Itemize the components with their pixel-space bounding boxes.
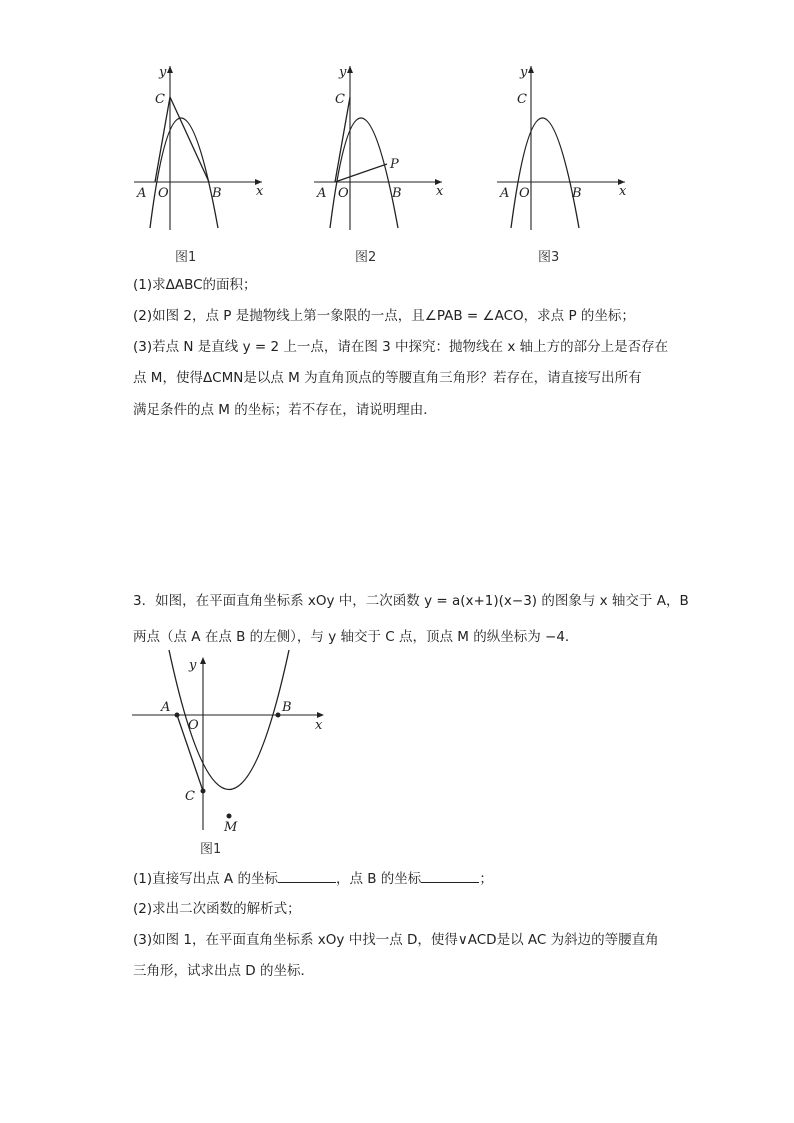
q3-part1-c: ； (479, 871, 493, 887)
label-b: B (392, 186, 402, 201)
figure-2-graph (310, 60, 450, 235)
q2-part2: (2)如图 2，点 P 是抛物线上第一象限的一点，且∠PAB = ∠ACO，求点 P 的坐标； (133, 308, 635, 324)
parabola (330, 118, 398, 228)
label-c: C (185, 789, 195, 804)
q2-part3-line2: 点 M，使得ΔCMN是以点 M 为直角顶点的等腰直角三角形？若存在，请直接写出所有 (133, 370, 642, 386)
figure-2 (310, 60, 450, 239)
label-y: y (159, 65, 167, 80)
figure-3-graph (493, 60, 633, 235)
label-b: B (282, 700, 292, 715)
figure-1-graph (130, 60, 270, 235)
q3-figure (130, 655, 340, 839)
q3-part1-b: ，点 B 的坐标 (335, 871, 422, 887)
q2-part3-line3: 满足条件的点 M 的坐标；若不存在，请说明理由． (133, 402, 437, 418)
q3-part1-a: (1)直接写出点 A 的坐标 (133, 871, 278, 887)
label-o: O (338, 186, 349, 201)
figure-2-caption: 图2 (355, 250, 377, 265)
q2-part1: (1)求ΔABC的面积； (133, 277, 257, 293)
segment-ap (335, 164, 387, 182)
label-a: A (317, 186, 327, 201)
label-c: C (517, 92, 527, 107)
q2-part3-line1: (3)若点 N 是直线 y = 2 上一点，请在图 3 中探究：抛物线在 x 轴上方的部分上是否存在 (133, 339, 669, 355)
label-x: x (256, 184, 264, 199)
label-b: B (572, 186, 582, 201)
parabola (169, 650, 289, 790)
label-o: O (158, 186, 169, 201)
figure-3 (493, 60, 633, 239)
point-a (175, 713, 180, 718)
label-x: x (436, 184, 444, 199)
q3-stem-line2: 两点（点 A 在点 B 的左侧），与 y 轴交于 C 点，顶点 M 的纵坐标为 −4． (133, 629, 579, 645)
point-m (227, 814, 232, 819)
q3-figure-graph (130, 655, 340, 835)
label-y: y (520, 65, 528, 80)
label-a: A (161, 700, 171, 715)
q3-stem-line1: 3．如图，在平面直角坐标系 xOy 中，二次函数 y = a(x+1)(x−3) 的图象与 x 轴交于 A，B (133, 593, 689, 609)
label-y: y (339, 65, 347, 80)
q3-part3-line1: (3)如图 1，在平面直角坐标系 xOy 中找一点 D，使得∨ACD是以 AC 为斜边的等腰直角 (133, 932, 659, 948)
figure-3-caption: 图3 (538, 250, 560, 265)
parabola (150, 118, 218, 228)
label-o: O (188, 718, 199, 733)
q3-part3-line2: 三角形，试求出点 D 的坐标． (133, 963, 314, 979)
segment-cb (170, 97, 209, 182)
label-m: M (224, 820, 238, 835)
label-o: O (519, 186, 530, 201)
label-x: x (619, 184, 627, 199)
q3-part2: (2)求出二次函数的解析式； (133, 901, 301, 917)
parabola (511, 118, 579, 228)
label-b: B (212, 186, 222, 201)
label-p: P (390, 157, 399, 172)
answer-blank-a[interactable] (278, 869, 336, 883)
segment-ac (335, 97, 350, 182)
segment-ac (155, 97, 170, 182)
answer-blank-b[interactable] (421, 869, 479, 883)
label-c: C (335, 92, 345, 107)
q3-part1 (133, 869, 493, 889)
label-a: A (137, 186, 147, 201)
point-b (276, 713, 281, 718)
label-a: A (500, 186, 510, 201)
point-c (201, 789, 206, 794)
q3-figure-caption: 图1 (200, 842, 222, 857)
label-x: x (315, 718, 323, 733)
label-y: y (189, 658, 197, 673)
label-c: C (155, 92, 165, 107)
figure-1-caption: 图1 (175, 250, 197, 265)
figure-1 (130, 60, 270, 239)
